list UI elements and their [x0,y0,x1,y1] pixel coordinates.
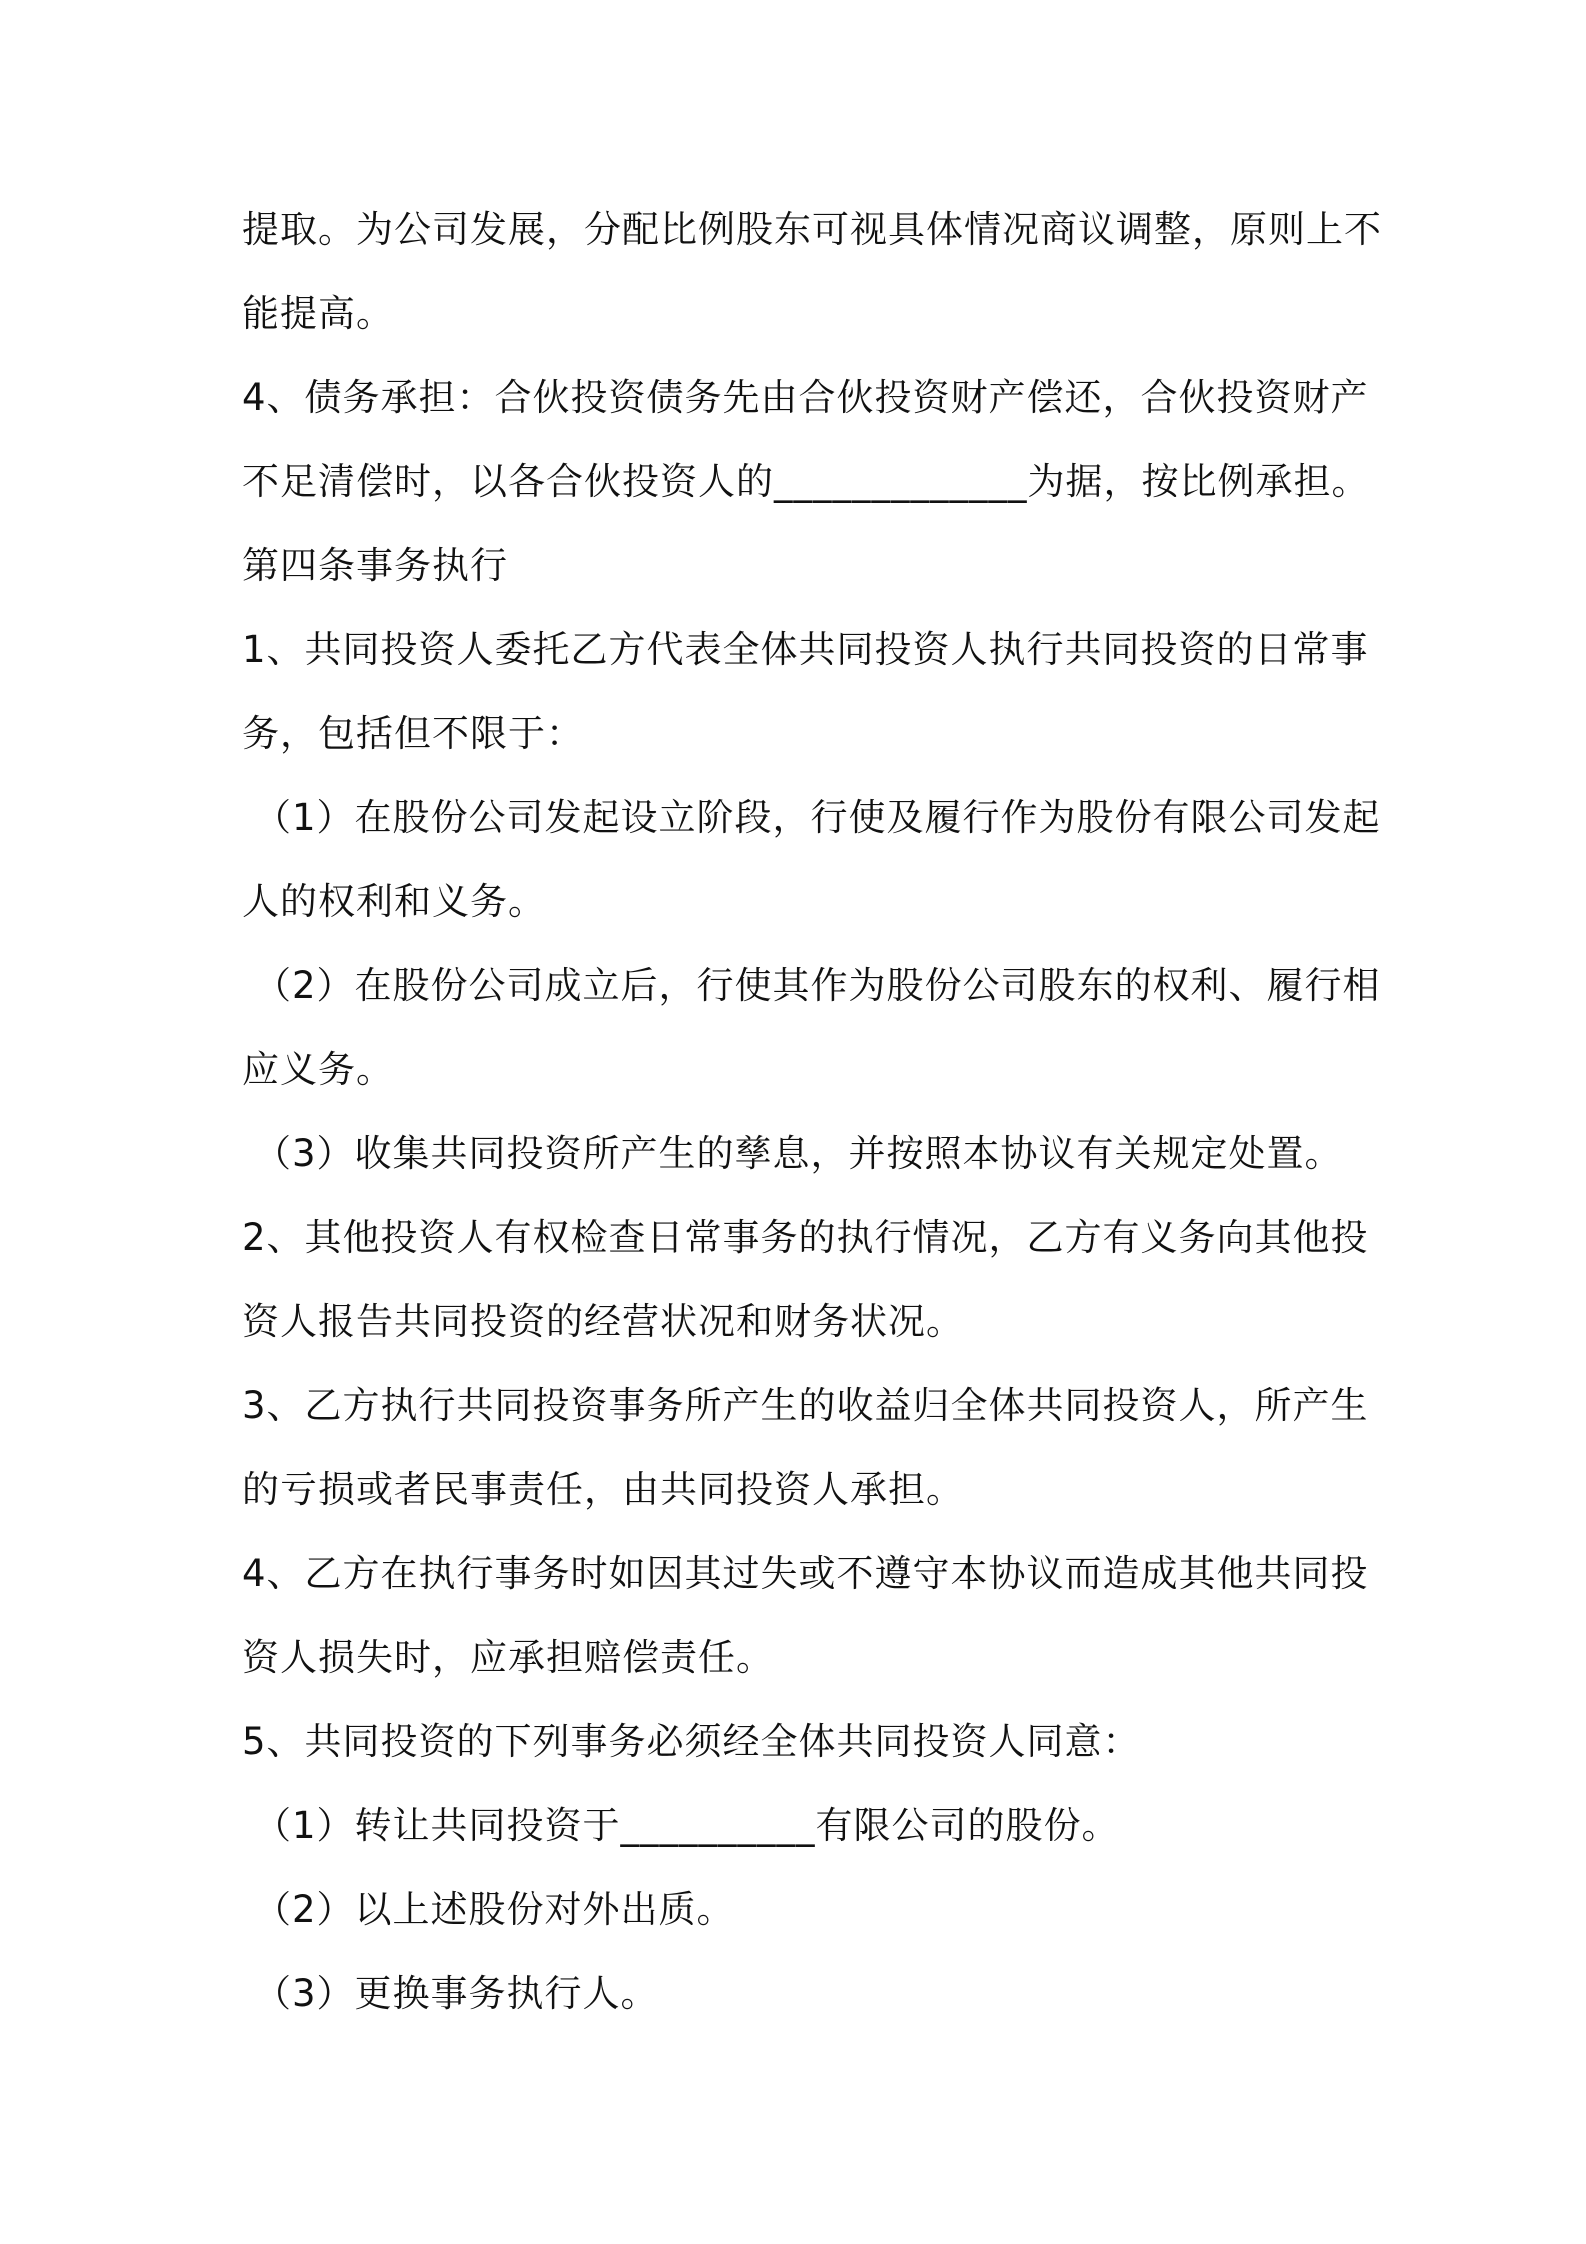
paragraph-line: （3）更换事务执行人。 [254,1972,659,2015]
paragraph-line: （1）转让共同投资于__________有限公司的股份。 [254,1804,1120,1847]
paragraph-line: 1、共同投资人委托乙方代表全体共同投资人执行共同投资的日常事 [242,628,1369,671]
paragraph-line: 的亏损或者民事责任，由共同投资人承担。 [242,1468,964,1511]
section-heading: 第四条事务执行 [242,544,508,587]
paragraph-line: （3）收集共同投资所产生的孳息，并按照本协议有关规定处置。 [254,1132,1343,1175]
paragraph-line: （2）在股份公司成立后，行使其作为股份公司股东的权利、履行相 [254,964,1381,1007]
paragraph-line: 4、乙方在执行事务时如因其过失或不遵守本协议而造成其他共同投 [242,1552,1369,1595]
paragraph-line: 资人报告共同投资的经营状况和财务状况。 [242,1300,964,1343]
paragraph-line: 提取。为公司发展，分配比例股东可视具体情况商议调整，原则上不 [242,208,1382,251]
paragraph-line: 4、债务承担：合伙投资债务先由合伙投资财产偿还，合伙投资财产 [242,376,1369,419]
paragraph-line: （1）在股份公司发起设立阶段，行使及履行作为股份有限公司发起 [254,796,1381,839]
paragraph-line: 3、乙方执行共同投资事务所产生的收益归全体共同投资人，所产生 [242,1384,1369,1427]
paragraph-line: 人的权利和义务。 [242,880,546,923]
paragraph-line: 5、共同投资的下列事务必须经全体共同投资人同意： [242,1720,1141,1763]
document-body [242,188,1382,2036]
paragraph-line: 务，包括但不限于： [242,712,584,755]
paragraph-line: （2）以上述股份对外出质。 [254,1888,735,1931]
paragraph-line: 应义务。 [242,1048,394,1091]
paragraph-line: 2、其他投资人有权检查日常事务的执行情况，乙方有义务向其他投 [242,1216,1369,1259]
paragraph-line: 能提高。 [242,292,394,335]
paragraph-line: 不足清偿时，以各合伙投资人的_____________为据，按比例承担。 [242,460,1370,503]
paragraph-line: 资人损失时，应承担赔偿责任。 [242,1636,774,1679]
